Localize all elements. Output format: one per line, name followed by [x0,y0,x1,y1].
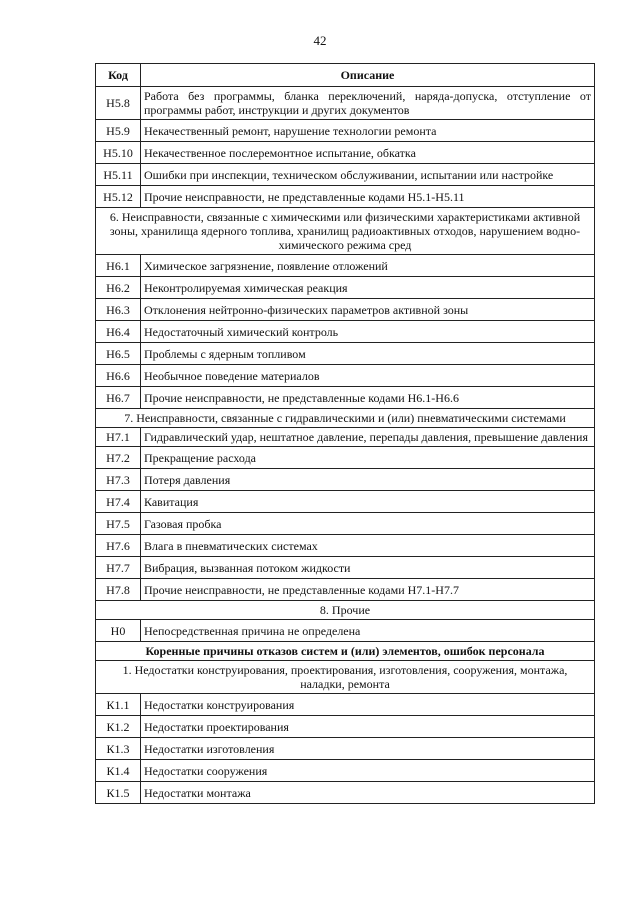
row-code: К1.4 [96,760,141,782]
row-code: Н7.8 [96,579,141,601]
row-code: Н5.8 [96,87,141,120]
table-row [96,387,595,409]
table-row [96,716,595,738]
row-description: Неконтролируемая химическая реакция [141,277,595,299]
table-row [96,186,595,208]
row-code: Н7.5 [96,513,141,535]
row-description: Кавитация [141,491,595,513]
table-row [96,760,595,782]
row-code: Н6.2 [96,277,141,299]
row-code: Н6.7 [96,387,141,409]
row-description: Работа без программы, бланка переключений, наряда-допуска, отступление от программы работ, инструкции и других документов [141,87,595,120]
row-description: Вибрация, вызванная потоком жидкости [141,557,595,579]
row-description: Прочие неисправности, не представленные кодами Н6.1-Н6.6 [141,387,595,409]
row-code: К1.3 [96,738,141,760]
row-code: Н6.4 [96,321,141,343]
table-row [96,694,595,716]
row-code: Н5.9 [96,120,141,142]
row-description: Прочие неисправности, не представленные кодами Н5.1-Н5.11 [141,186,595,208]
row-description: Некачественное послеремонтное испытание, обкатка [141,142,595,164]
header-code: Код [96,64,141,87]
table-row [96,579,595,601]
row-description: Прочие неисправности, не представленные кодами Н7.1-Н7.7 [141,579,595,601]
row-code: Н0 [96,620,141,642]
row-code: Н7.6 [96,535,141,557]
row-description: Газовая пробка [141,513,595,535]
row-code: Н7.2 [96,447,141,469]
row-code: К1.1 [96,694,141,716]
table-row [96,738,595,760]
table-row [96,620,595,642]
table-row [96,299,595,321]
table-row [96,343,595,365]
table-row [96,120,595,142]
row-description: Химическое загрязнение, появление отложений [141,255,595,277]
table-row [96,513,595,535]
codes-table [95,63,595,804]
table-row [96,782,595,804]
row-code: Н7.7 [96,557,141,579]
table-body [96,87,595,804]
table-row [96,469,595,491]
row-description: Некачественный ремонт, нарушение технологии ремонта [141,120,595,142]
table-row [96,428,595,447]
row-description: Ошибки при инспекции, техническом обслуживании, испытании или настройке [141,164,595,186]
table-row [96,365,595,387]
section-heading-row [96,409,595,428]
table-row [96,535,595,557]
section-heading: 6. Неисправности, связанные с химическими или физическими характеристиками активной зоны, хранилища ядерного топлива, хранилищ радиоактивных отходов, нарушением водно-химического режима сред [96,208,595,255]
table-row [96,491,595,513]
row-code: К1.2 [96,716,141,738]
section-heading-row [96,601,595,620]
row-code: Н5.12 [96,186,141,208]
row-code: Н5.11 [96,164,141,186]
row-description: Недостатки сооружения [141,760,595,782]
row-code: Н6.1 [96,255,141,277]
row-code: Н7.1 [96,428,141,447]
row-description: Проблемы с ядерным топливом [141,343,595,365]
section-heading: 7. Неисправности, связанные с гидравлическими и (или) пневматическими системами [96,409,595,428]
row-description: Недостатки проектирования [141,716,595,738]
row-description: Недостаточный химический контроль [141,321,595,343]
table-row [96,447,595,469]
row-description: Влага в пневматических системах [141,535,595,557]
row-code: Н6.3 [96,299,141,321]
page-number: 42 [313,33,327,48]
row-code: Н6.5 [96,343,141,365]
table-row [96,557,595,579]
section-heading: 1. Недостатки конструирования, проектирования, изготовления, сооружения, монтажа, наладки, ремонта [96,661,595,694]
table-row [96,277,595,299]
row-description: Прекращение расхода [141,447,595,469]
row-description: Недостатки изготовления [141,738,595,760]
row-description: Отклонения нейтронно-физических параметров активной зоны [141,299,595,321]
section-heading-row [96,208,595,255]
row-code: Н6.6 [96,365,141,387]
row-description: Непосредственная причина не определена [141,620,595,642]
category-heading: Коренные причины отказов систем и (или) элементов, ошибок персонала [96,642,595,661]
row-description: Необычное поведение материалов [141,365,595,387]
table-row [96,142,595,164]
category-heading-row [96,642,595,661]
row-code: Н7.3 [96,469,141,491]
row-code: Н7.4 [96,491,141,513]
row-description: Гидравлический удар, нештатное давление, перепады давления, превышение давления [141,428,595,447]
section-heading: 8. Прочие [96,601,595,620]
row-description: Потеря давления [141,469,595,491]
table-row [96,255,595,277]
row-code: К1.5 [96,782,141,804]
row-description: Недостатки конструирования [141,694,595,716]
table-row [96,87,595,120]
section-heading-row [96,661,595,694]
table-row [96,164,595,186]
row-description: Недостатки монтажа [141,782,595,804]
table-header-row [96,64,595,87]
table-row [96,321,595,343]
row-code: Н5.10 [96,142,141,164]
header-description: Описание [141,64,595,87]
